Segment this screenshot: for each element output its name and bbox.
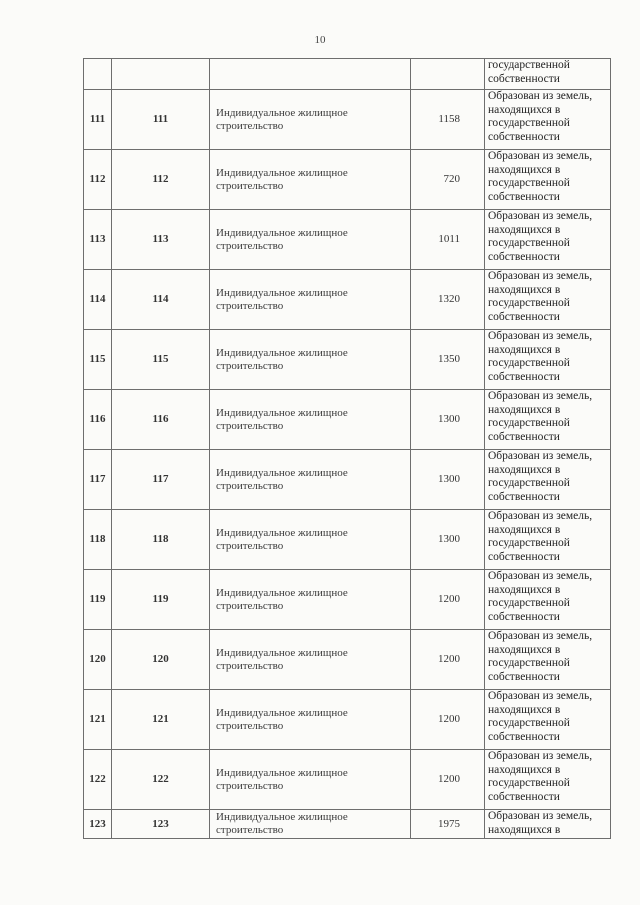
use-line: Индивидуальное жилищное <box>216 346 348 359</box>
note-line: собственности <box>488 490 560 503</box>
note-line: государственной <box>488 59 570 71</box>
note-line: Образован из земель, <box>488 270 593 282</box>
note-line: находящихся в <box>488 283 561 296</box>
cell-id <box>84 59 112 90</box>
table-row <box>84 150 611 210</box>
table-row <box>84 630 611 690</box>
cell-num: 123 <box>112 810 210 839</box>
cell-id: 114 <box>84 270 112 330</box>
cell-use <box>210 90 411 150</box>
table-row <box>84 570 611 630</box>
note-line: находящихся в <box>488 403 561 416</box>
note-line: находящихся в <box>488 163 561 176</box>
cell-use <box>210 630 411 690</box>
note-line: находящихся в <box>488 823 561 836</box>
cell-note <box>485 570 611 630</box>
table-body <box>84 59 611 839</box>
use-line: строительство <box>216 359 284 372</box>
note-line: Образован из земель, <box>488 630 593 642</box>
use-line: Индивидуальное жилищное <box>216 811 348 823</box>
use-line: Индивидуальное жилищное <box>216 766 348 779</box>
note-line: находящихся в <box>488 763 561 776</box>
cell-id: 115 <box>84 330 112 390</box>
cell-use <box>210 210 411 270</box>
note-line: собственности <box>488 610 560 623</box>
cell-num: 114 <box>112 270 210 330</box>
cell-area: 1200 <box>411 570 485 630</box>
note-line: собственности <box>488 130 560 143</box>
cell-id: 116 <box>84 390 112 450</box>
table-row <box>84 690 611 750</box>
note-line: Образован из земель, <box>488 690 593 702</box>
table-row <box>84 210 611 270</box>
note-line: находящихся в <box>488 583 561 596</box>
note-line: Образован из земель, <box>488 510 593 522</box>
note-line: собственности <box>488 430 560 443</box>
note-line: Образован из земель, <box>488 450 593 462</box>
note-line: собственности <box>488 790 560 803</box>
note-line: государственной <box>488 297 570 309</box>
use-line: Индивидуальное жилищное <box>216 526 348 539</box>
cell-note <box>485 390 611 450</box>
use-line: строительство <box>216 119 284 132</box>
note-line: собственности <box>488 550 560 563</box>
cell-note <box>485 450 611 510</box>
note-line: Образован из земель, <box>488 90 593 102</box>
cell-num: 121 <box>112 690 210 750</box>
cell-area: 1300 <box>411 510 485 570</box>
cell-note <box>485 690 611 750</box>
note-line: Образован из земель, <box>488 750 593 762</box>
use-line: строительство <box>216 719 284 732</box>
note-line: собственности <box>488 72 560 85</box>
note-line: находящихся в <box>488 523 561 536</box>
note-line: находящихся в <box>488 463 561 476</box>
cell-use <box>210 570 411 630</box>
cell-num: 118 <box>112 510 210 570</box>
table-row <box>84 810 611 839</box>
cell-num: 122 <box>112 750 210 810</box>
note-line: собственности <box>488 670 560 683</box>
cell-use <box>210 690 411 750</box>
use-line: Индивидуальное жилищное <box>216 586 348 599</box>
cell-num: 119 <box>112 570 210 630</box>
use-line: Индивидуальное жилищное <box>216 286 348 299</box>
cell-use <box>210 270 411 330</box>
note-line: Образован из земель, <box>488 570 593 582</box>
table-row <box>84 90 611 150</box>
cell-note <box>485 210 611 270</box>
use-line: строительство <box>216 419 284 432</box>
note-line: государственной <box>488 537 570 549</box>
table-row <box>84 390 611 450</box>
cell-num: 117 <box>112 450 210 510</box>
note-line: собственности <box>488 370 560 383</box>
cell-id: 118 <box>84 510 112 570</box>
note-line: находящихся в <box>488 643 561 656</box>
cell-id: 120 <box>84 630 112 690</box>
cell-num: 115 <box>112 330 210 390</box>
cell-area: 1200 <box>411 690 485 750</box>
cell-id: 119 <box>84 570 112 630</box>
note-line: государственной <box>488 237 570 249</box>
cell-num: 112 <box>112 150 210 210</box>
note-line: государственной <box>488 117 570 129</box>
note-line: Образован из земель, <box>488 390 593 402</box>
cell-num <box>112 59 210 90</box>
cell-area: 1200 <box>411 630 485 690</box>
cell-area: 1011 <box>411 210 485 270</box>
use-line: строительство <box>216 299 284 312</box>
cell-num: 120 <box>112 630 210 690</box>
cell-id: 121 <box>84 690 112 750</box>
note-line: собственности <box>488 190 560 203</box>
cell-use <box>210 390 411 450</box>
use-line: Индивидуальное жилищное <box>216 466 348 479</box>
use-line: Индивидуальное жилищное <box>216 406 348 419</box>
cell-use <box>210 450 411 510</box>
cell-id: 117 <box>84 450 112 510</box>
cell-use <box>210 810 411 839</box>
cell-use <box>210 750 411 810</box>
table-row <box>84 450 611 510</box>
cell-note <box>485 630 611 690</box>
use-line: Индивидуальное жилищное <box>216 226 348 239</box>
use-line: строительство <box>216 179 284 192</box>
cell-use <box>210 59 411 90</box>
cell-area: 1300 <box>411 450 485 510</box>
note-line: находящихся в <box>488 223 561 236</box>
cell-note <box>485 90 611 150</box>
note-line: Образован из земель, <box>488 330 593 342</box>
use-line: строительство <box>216 779 284 792</box>
use-line: Индивидуальное жилищное <box>216 106 348 119</box>
cell-id: 111 <box>84 90 112 150</box>
note-line: государственной <box>488 357 570 369</box>
cell-note <box>485 750 611 810</box>
use-line: Индивидуальное жилищное <box>216 706 348 719</box>
cell-use <box>210 150 411 210</box>
page-number: 10 <box>314 34 326 46</box>
table-row <box>84 750 611 810</box>
cell-area <box>411 59 485 90</box>
table-row <box>84 510 611 570</box>
cell-note <box>485 510 611 570</box>
cell-num: 116 <box>112 390 210 450</box>
cell-use <box>210 510 411 570</box>
note-line: государственной <box>488 777 570 789</box>
table-row <box>84 330 611 390</box>
cell-num: 111 <box>112 90 210 150</box>
use-line: строительство <box>216 539 284 552</box>
note-line: Образован из земель, <box>488 210 593 222</box>
note-line: Образован из земель, <box>488 810 593 822</box>
cell-note <box>485 330 611 390</box>
cell-area: 1158 <box>411 90 485 150</box>
cell-area: 1350 <box>411 330 485 390</box>
cell-area: 1300 <box>411 390 485 450</box>
note-line: собственности <box>488 310 560 323</box>
cell-area: 1200 <box>411 750 485 810</box>
cell-note <box>485 59 611 90</box>
table-row <box>84 270 611 330</box>
note-line: собственности <box>488 250 560 263</box>
note-line: находящихся в <box>488 343 561 356</box>
note-line: государственной <box>488 477 570 489</box>
note-line: государственной <box>488 597 570 609</box>
cell-note <box>485 270 611 330</box>
note-line: Образован из земель, <box>488 150 593 162</box>
use-line: Индивидуальное жилищное <box>216 646 348 659</box>
use-line: строительство <box>216 659 284 672</box>
land-plots-table <box>83 58 611 839</box>
table-row-continuation <box>84 59 611 90</box>
cell-num: 113 <box>112 210 210 270</box>
cell-note <box>485 150 611 210</box>
use-line: строительство <box>216 824 284 836</box>
note-line: государственной <box>488 657 570 669</box>
cell-area: 1320 <box>411 270 485 330</box>
cell-note <box>485 810 611 839</box>
cell-id: 123 <box>84 810 112 839</box>
use-line: Индивидуальное жилищное <box>216 166 348 179</box>
note-line: государственной <box>488 177 570 189</box>
use-line: строительство <box>216 599 284 612</box>
cell-id: 122 <box>84 750 112 810</box>
cell-area: 720 <box>411 150 485 210</box>
note-line: находящихся в <box>488 103 561 116</box>
note-line: находящихся в <box>488 703 561 716</box>
cell-use <box>210 330 411 390</box>
cell-area: 1975 <box>411 810 485 839</box>
note-line: государственной <box>488 417 570 429</box>
cell-id: 113 <box>84 210 112 270</box>
use-line: строительство <box>216 479 284 492</box>
note-line: государственной <box>488 717 570 729</box>
note-line: собственности <box>488 730 560 743</box>
cell-id: 112 <box>84 150 112 210</box>
use-line: строительство <box>216 239 284 252</box>
